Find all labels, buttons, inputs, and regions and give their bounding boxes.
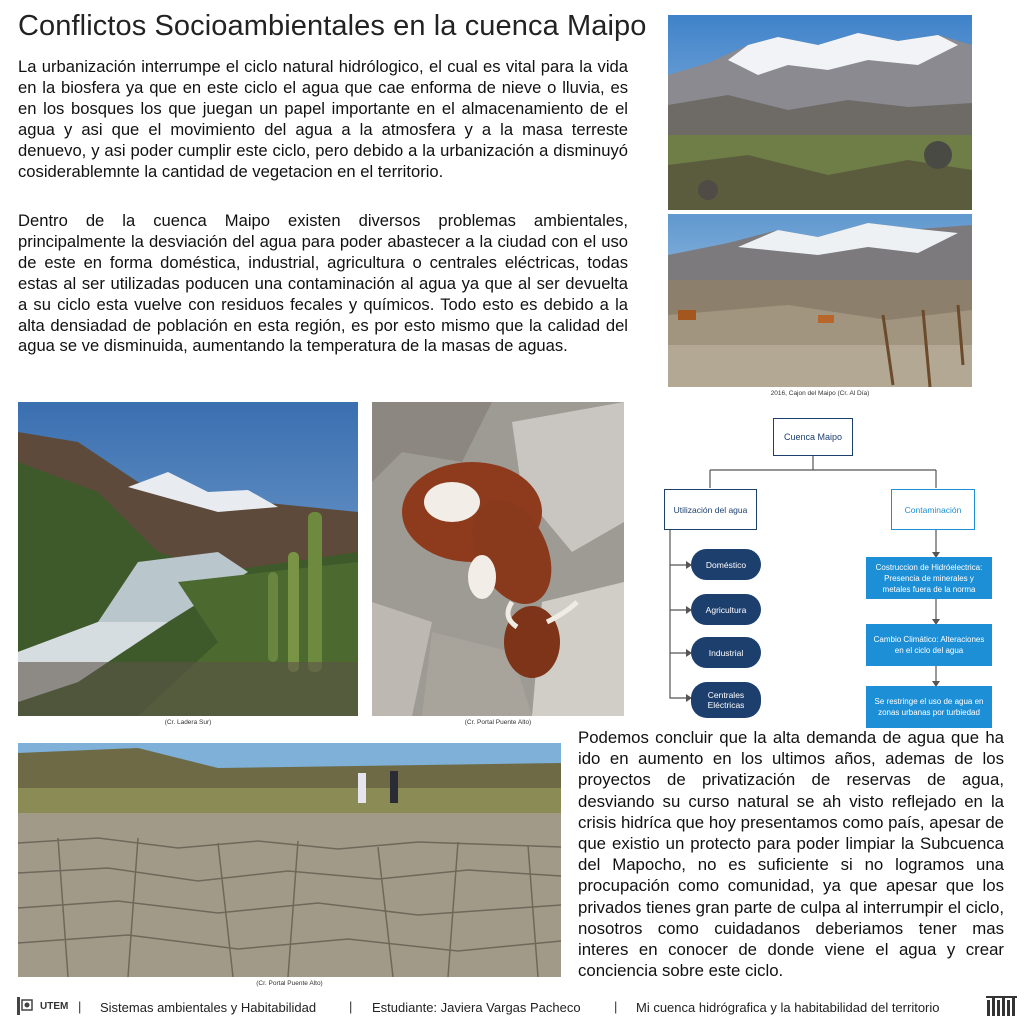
diagram-root-cuenca-maipo: Cuenca Maipo xyxy=(773,418,853,456)
footer-separator: | xyxy=(614,999,618,1014)
diagram-cont-cambio-climatico: Cambio Climático: Alteraciones en el ciclo del agua xyxy=(866,624,992,666)
problems-paragraph: Dentro de la cuenca Maipo existen diversos problemas ambientales, principalmente la desviación del agua para poder abastecer a la ciudad con el uso de este en forma doméstica, industrial, agricultura o centrales eléctricas, todas estas al ser utilizadas poducen una contaminación al agua ya que al ser devuelta a su ciclo esta vuelve con residuos fecales y químicos. Todo esto es debido a la alta densiadad de población en esta región, es por esto mismo que la calidad del agua se ve disminuida, aumentando la temperatura de la masas de aguas. xyxy=(18,211,628,356)
page-title: Conflictos Socioambientales en la cuenca Maipo xyxy=(18,10,647,42)
diagram-use-centrales-electricas: Centrales Eléctricas xyxy=(691,682,761,718)
diagram-node-utilizacion: Utilización del agua xyxy=(664,489,757,530)
footer-student: Estudiante: Javiera Vargas Pacheco xyxy=(372,1000,581,1015)
river-caption: (Cr. Ladera Sur) xyxy=(164,719,212,726)
utem-logo-icon xyxy=(16,996,34,1018)
intro-paragraph: La urbanización interrumpe el ciclo natural hidrólogico, el cual es vital para la vida en la biosfera ya que en este ciclo el agua que cae enforma de nieve o lluvia, es en los bosques los que juegan un papel importante en el almacenamiento de el agua y asi que el movimiento del agua a la atmosfera y a la masa terreste denuevo, y asi poder cumplir este ciclo, pero debido a la urbanización a disminuyó cosiderablemnte la cantidad de vegetacion en el territorio. xyxy=(18,57,628,181)
mountains-photo xyxy=(668,15,972,387)
diagram-use-agricultura: Agricultura xyxy=(691,594,761,625)
diagram-node-contaminacion: Contaminación xyxy=(891,489,975,530)
diagram-cont-restriccion: Se restringe el uso de agua en zonas urbanas por turbiedad xyxy=(866,686,992,728)
footer-separator: | xyxy=(349,999,353,1014)
footer-topic: Mi cuenca hidrógrafica y la habitabilidad del territorio xyxy=(636,1000,940,1015)
footer-course: Sistemas ambientales y Habitabilidad xyxy=(100,1000,317,1015)
university-seal-icon xyxy=(986,996,1020,1018)
utem-logo-text: UTEM xyxy=(40,1001,69,1012)
river-photo xyxy=(18,402,358,716)
cow-caption: (Cr. Portal Puente Alto) xyxy=(464,719,532,726)
cow-photo xyxy=(372,402,624,716)
mountains-caption: 2016, Cajon del Maipo (Cr. Al Día) xyxy=(770,390,870,397)
footer-separator: | xyxy=(78,999,82,1014)
diagram-use-industrial: Industrial xyxy=(691,637,761,668)
diagram-use-domestico: Doméstico xyxy=(691,549,761,580)
diagram-cont-hidroelectrica: Costruccion de Hidróelectrica: Presencia de minerales y metales fuera de la norma xyxy=(866,557,992,599)
conclusion-paragraph: Podemos concluir que la alta demanda de agua que ha ido en aumento en los ultimos años, ademas de los proyectos de privatización de reservas de agua, desviando su curso natural se ah visto reflejado en la crisis hidríca que hoy presentamos como país, apesar de que existio un protecto para poder limpiar la Subcuenca del Mapocho, no es suficiente si no logramos una procupación como comunidad, ya que apesar que los privados tienes gran parte de culpa al interrumpir el ciclo, nosotros como cuidadanos deberiamos tener mas interes en conocer de donde viene el agua y crear conciencia sobre este ciclo. xyxy=(578,728,1004,981)
dry-riverbed-photo xyxy=(18,743,561,977)
footer xyxy=(16,994,1006,1024)
dry-riverbed-caption: (Cr. Portal Puente Alto) xyxy=(256,980,323,987)
